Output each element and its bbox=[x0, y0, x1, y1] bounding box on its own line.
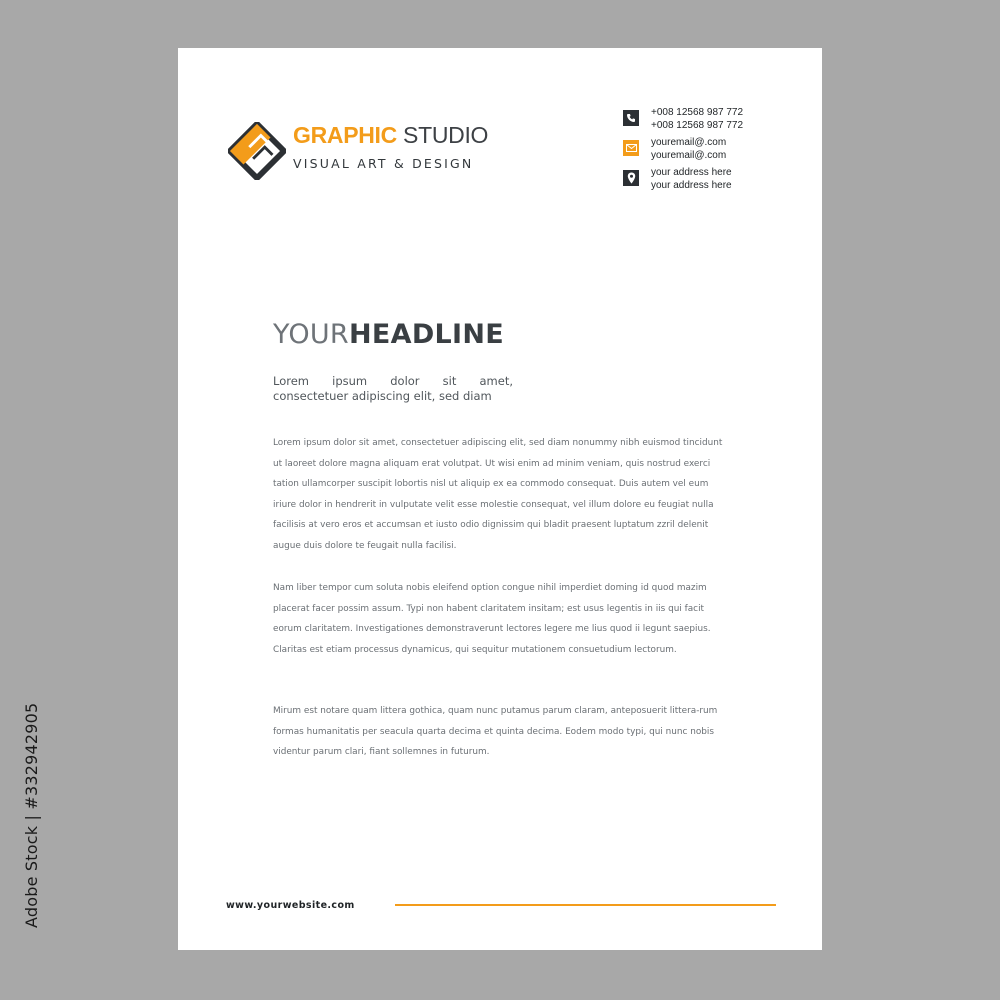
letterhead-page bbox=[178, 48, 822, 950]
subheading: Lorem ipsum dolor sit amet, consectetuer adipiscing elit, sed diam bbox=[273, 374, 513, 403]
headline-bold: HEADLINE bbox=[349, 319, 505, 350]
address-line-2: your address here bbox=[651, 180, 732, 191]
brand-name-accent: GRAPHIC bbox=[293, 122, 397, 148]
stock-id-label: Adobe Stock | #332942905 bbox=[22, 702, 41, 928]
logo-mark-icon bbox=[228, 122, 286, 180]
footer-website: www.yourwebsite.com bbox=[226, 900, 355, 911]
body-paragraph-1: Lorem ipsum dolor sit amet, consectetuer adipiscing elit, sed diam nonummy nibh euismod tincidunt ut laoreet dolore magna aliquam erat volutpat. Ut wisi enim ad minim veniam, quis nostrud exerci tation ullamcorper suscipit lobortis nisl ut aliquip ex ea commodo consequat. Duis autem vel eum iriure dolor in hendrerit in vulputate velit esse molestie consequat, vel illum dolore eu feugiat nulla facilisis at vero eros et accumsan et iusto odio dignissim qui bladit praesent luptatum zzril delenit augue duis dolore te feugait nulla facilisi. bbox=[273, 438, 723, 551]
email-line-1: youremail@.com bbox=[651, 137, 727, 148]
body-paragraph-2: Nam liber tempor cum soluta nobis eleifend option congue nihil imperdiet doming id quod mazim placerat facer possim assum. Typi non habent claritatem insitam; est usus legentis in iis qui facit eorum claritatem. Investigationes demonstraverunt lectores legere me lius quod ii legunt saepius. Claritas est etiam processus dynamicus, qui sequitur mutationem consuetudium lectorum. bbox=[273, 583, 711, 655]
page-headline bbox=[273, 318, 504, 352]
email-line-2: youremail@.com bbox=[651, 150, 727, 161]
body-paragraph-3: Mirum est notare quam littera gothica, quam nunc putamus parum claram, anteposuerit littera-rum formas humanitatis per seacula quarta decima et quinta decima. Eodem modo typi, qui nunc nobis videntur parum clari, fiant sollemnes in futurum. bbox=[273, 706, 718, 758]
phone-line-2: +008 12568 987 772 bbox=[651, 120, 744, 131]
phone-line-1: +008 12568 987 772 bbox=[651, 107, 744, 118]
headline-light: YOUR bbox=[273, 319, 349, 350]
phone-icon bbox=[623, 110, 639, 126]
location-pin-icon bbox=[623, 170, 639, 186]
brand-tagline: VISUAL ART & DESIGN bbox=[293, 156, 474, 171]
brand-name-rest: STUDIO bbox=[396, 122, 489, 148]
mail-icon bbox=[623, 140, 639, 156]
address-line-1: your address here bbox=[651, 167, 732, 178]
footer-rule bbox=[395, 904, 776, 906]
brand-name bbox=[293, 122, 488, 148]
